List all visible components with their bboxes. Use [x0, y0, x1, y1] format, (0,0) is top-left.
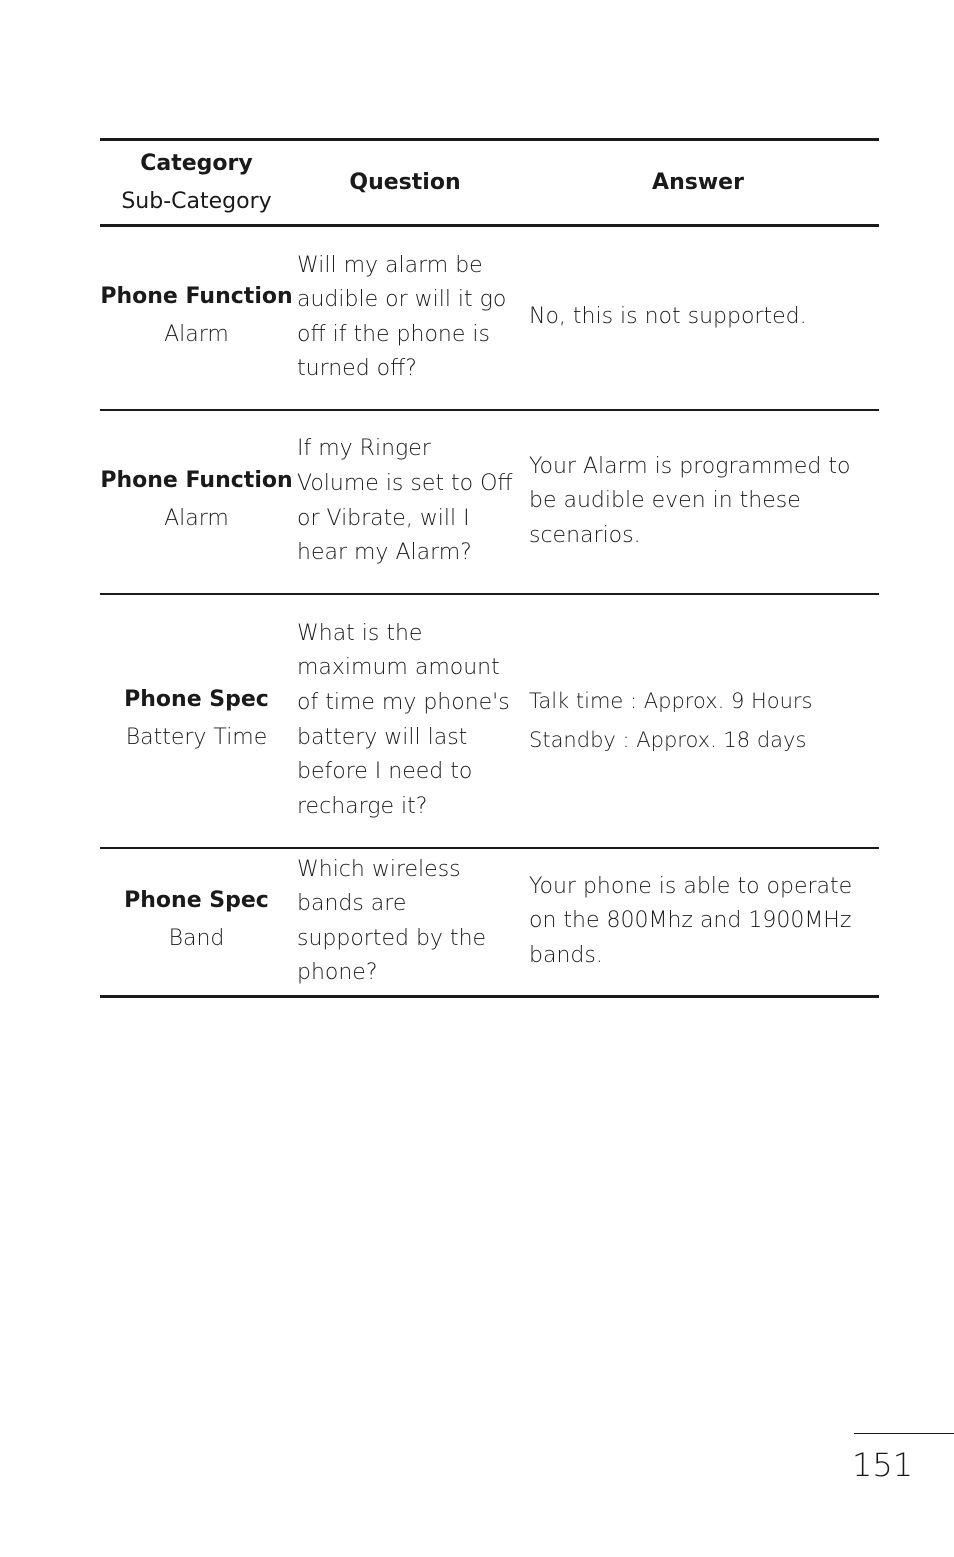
table-row	[100, 594, 879, 848]
question-cell: What is the maximum amount of time my phone's battery will last before I need to recharge it?	[293, 594, 517, 848]
answer-cell	[517, 594, 879, 848]
category-text: Phone Function	[100, 284, 293, 310]
sub-category-text: Alarm	[164, 506, 229, 531]
category-text: Phone Spec	[124, 687, 269, 712]
answer-cell: Your Alarm is programmed to be audible even in these scenarios.	[517, 410, 879, 594]
category-text: Phone Function	[100, 468, 293, 493]
question-cell: Will my alarm be audible or will it go off if the phone is turned off?	[293, 226, 517, 410]
header-category-label: Category	[140, 150, 253, 176]
faq-table	[100, 138, 879, 998]
page-number: 151	[852, 1446, 914, 1484]
category-cell	[100, 848, 293, 997]
header-answer: Answer	[517, 140, 879, 226]
answer-cell: Your phone is able to operate on the 800Mhz and 1900MHz bands.	[517, 848, 879, 997]
table-row	[100, 848, 879, 997]
table-row	[100, 226, 879, 410]
category-cell	[100, 226, 293, 410]
answer-cell: No, this is not supported.	[517, 226, 879, 410]
talk-time-text: Talk time : Approx. 9 Hours	[529, 688, 813, 713]
table-row	[100, 410, 879, 594]
question-cell: If my Ringer Volume is set to Off or Vibrate, will I hear my Alarm?	[293, 410, 517, 594]
category-cell	[100, 594, 293, 848]
table-header	[100, 140, 879, 226]
header-question: Question	[293, 140, 517, 226]
page-number-divider	[854, 1433, 954, 1434]
category-cell	[100, 410, 293, 594]
header-category	[100, 140, 293, 226]
sub-category-text: Alarm	[164, 322, 229, 348]
sub-category-text: Band	[168, 926, 225, 952]
header-sub-category-label: Sub-Category	[121, 188, 272, 214]
question-cell: Which wireless bands are supported by the phone?	[293, 848, 517, 997]
sub-category-text: Battery Time	[125, 725, 268, 750]
standby-time-text: Standby : Approx. 18 days	[529, 727, 807, 752]
category-text: Phone Spec	[124, 888, 269, 914]
